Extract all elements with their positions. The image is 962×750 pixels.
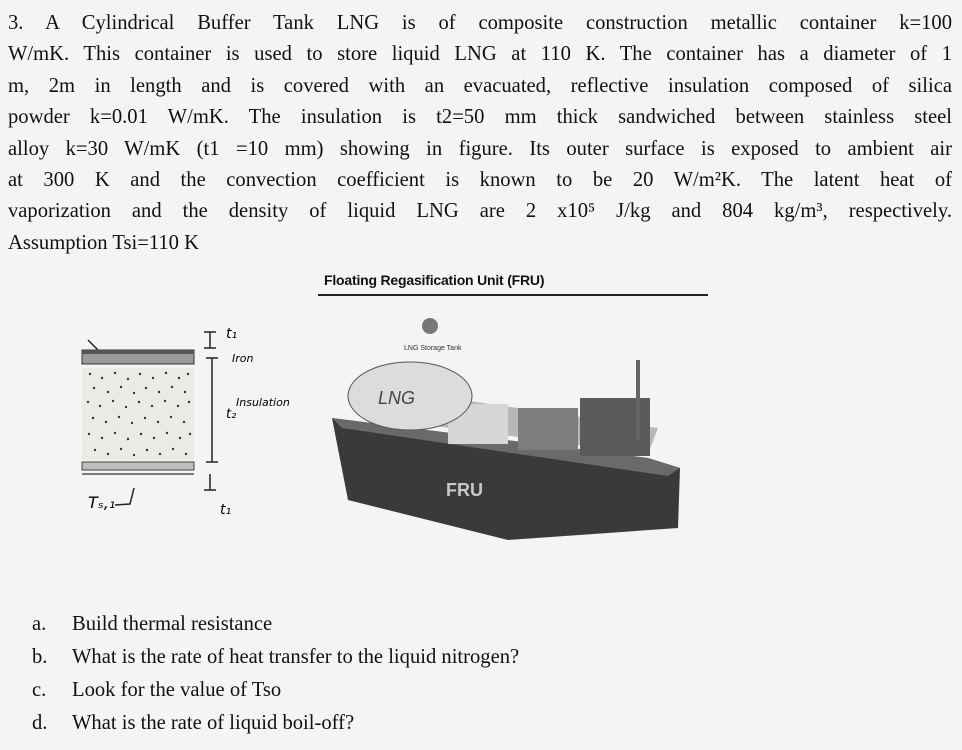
- problem-line: Assumption Tsi=110 K: [8, 231, 199, 254]
- tank-label: LNG: [378, 388, 416, 408]
- problem-line: 3. A Cylindrical Buffer Tank LNG is of composite construction metallic container k=100: [8, 12, 952, 34]
- vessel-mast: [636, 360, 640, 440]
- tank-tag: LNG Storage Tank: [404, 345, 462, 352]
- question-label: b.: [32, 646, 48, 668]
- question-text: Build thermal resistance: [72, 613, 273, 635]
- question-text: What is the rate of liquid boil-off?: [72, 712, 355, 734]
- question-text: What is the rate of heat transfer to the liquid nitrogen?: [72, 646, 520, 668]
- question-item: [32, 707, 519, 740]
- question-text: Look for the value of Tso: [72, 679, 282, 701]
- fru-figure: [318, 268, 710, 558]
- question-label: c.: [32, 679, 47, 701]
- label-t2: t₂: [226, 407, 237, 422]
- deck-module: [518, 408, 578, 450]
- question-item: [32, 674, 519, 707]
- label-t1-top: t₁: [226, 326, 238, 342]
- label-insulation: Insulation: [236, 396, 290, 409]
- problem-statement: [8, 8, 952, 259]
- problem-line: powder k=0.01 W/mK. The insulation is t2=50 mm thick sandwiched between stainless steel: [8, 106, 952, 129]
- mast-light: [422, 318, 438, 334]
- label-iron: Iron: [232, 352, 254, 365]
- problem-line: at 300 K and the convection coefficient is known to be 20 W/m²K. The latent heat of: [8, 169, 952, 192]
- hull-label: FRU: [446, 480, 483, 500]
- question-item: [32, 641, 519, 674]
- question-list: [32, 608, 519, 740]
- iron-layer-bottom: [82, 462, 194, 470]
- label-ts1: Tₛ,₁: [88, 493, 116, 512]
- iron-layer-top-edge: [82, 350, 194, 354]
- question-label: a.: [32, 613, 47, 635]
- question-item: [32, 608, 519, 641]
- label-t1-bottom: t₁: [220, 502, 232, 518]
- problem-line: vaporization and the density of liquid LNG are 2 x10⁵ J/kg and 804 kg/m³, respectively.: [8, 200, 952, 223]
- problem-line: m, 2m in length and is covered with an evacuated, reflective insulation composed of silica: [8, 74, 952, 97]
- problem-line: W/mK. This container is used to store liquid LNG at 110 K. The container has a diameter of 1: [8, 43, 952, 66]
- fru-title: Floating Regasification Unit (FRU): [324, 272, 545, 288]
- fru-vessel-illustration: [318, 268, 710, 558]
- insulation-layer: [82, 368, 194, 460]
- question-label: d.: [32, 712, 48, 734]
- problem-line: alloy k=30 W/mK (t1 =10 mm) showing in figure. Its outer surface is exposed to ambient air: [8, 137, 952, 160]
- wall-layer-sketch: [60, 300, 330, 540]
